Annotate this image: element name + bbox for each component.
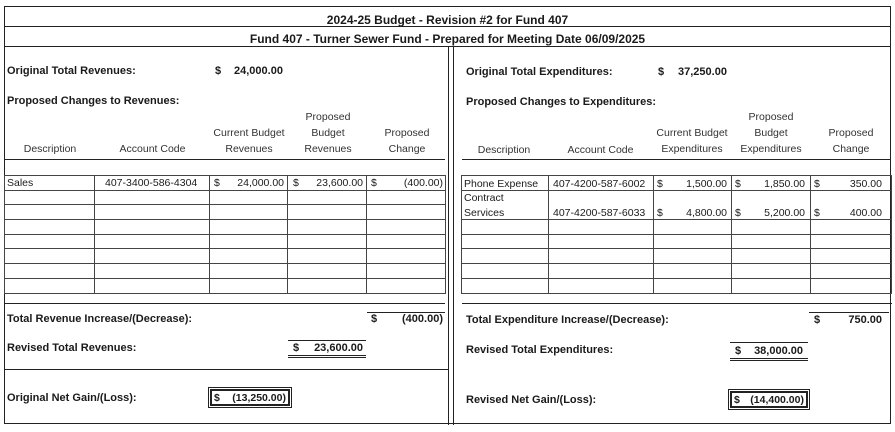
rev-row-1-change-currency: $ <box>371 177 377 189</box>
title-line-1: 2024-25 Budget - Revision #2 for Fund 407 <box>326 13 569 27</box>
exp-row-2-proposed: 5,200.00 <box>764 207 805 219</box>
rev-total-change-label: Total Revenue Increase/(Decrease): <box>7 313 193 325</box>
rev-header-description: Description <box>23 143 77 155</box>
rev-row-1-proposed-currency: $ <box>293 177 299 189</box>
rev-total-change-currency: $ <box>371 313 378 325</box>
rev-row-1-account-code: 407-3400-586-4304 <box>105 177 198 189</box>
exp-row-2-description-2: Services <box>464 207 505 219</box>
rev-revised-double-underline <box>288 355 366 358</box>
rev-row-1-current-currency: $ <box>214 177 220 189</box>
budget-revision-form <box>4 6 891 424</box>
rev-totals-rule <box>5 303 445 304</box>
exp-header-account-code: Account Code <box>567 144 634 156</box>
rev-revised-currency: $ <box>293 342 300 354</box>
title-block <box>5 7 890 47</box>
original-revenues-label: Original Total Revenues: <box>7 65 136 77</box>
rev-row-1-proposed: 23,600.00 <box>316 177 363 189</box>
rev-revised-amount: 23,600.00 <box>314 342 363 354</box>
center-divider-right <box>453 47 454 425</box>
exp-header-change-1: Proposed <box>828 127 874 139</box>
original-revenues-amount: 24,000.00 <box>234 65 283 77</box>
original-expenditures-currency: $ <box>658 66 665 78</box>
rev-header-change-2: Change <box>388 143 426 155</box>
exp-totals-rule <box>462 303 892 304</box>
original-net-currency: $ <box>214 392 220 404</box>
rev-row-1-current: 24,000.00 <box>237 177 284 189</box>
exp-revised-currency: $ <box>735 345 742 357</box>
exp-header-proposed-2: Budget <box>754 127 788 139</box>
expenditure-grid <box>461 175 892 294</box>
exp-row-2-account-code: 407-4200-587-6033 <box>553 207 646 219</box>
exp-row-2-description-1: Contract <box>464 192 504 204</box>
exp-revised-overline <box>730 342 808 343</box>
rev-header-change-1: Proposed <box>384 127 430 139</box>
exp-row-1-proposed: 1,850.00 <box>764 178 805 190</box>
exp-revised-label: Revised Total Expenditures: <box>466 344 614 356</box>
exp-row-1-current-currency: $ <box>657 178 663 190</box>
rev-row-1-description: Sales <box>7 177 34 189</box>
exp-header-proposed-3: Expenditures <box>740 143 802 155</box>
rev-header-proposed-1: Proposed <box>305 111 351 123</box>
proposed-expenditures-label: Proposed Changes to Expenditures: <box>466 96 657 108</box>
rev-header-account-code: Account Code <box>119 143 186 155</box>
exp-row-2-change: 400.00 <box>849 207 882 219</box>
exp-revised-double-underline <box>730 358 808 361</box>
exp-row-1-current: 1,500.00 <box>686 178 727 190</box>
center-divider-left <box>448 47 449 425</box>
rev-revised-label: Revised Total Revenues: <box>7 342 137 354</box>
exp-revised-amount: 38,000.00 <box>754 345 803 357</box>
rev-net-rule <box>5 369 448 370</box>
revised-net-label: Revised Net Gain/(Loss): <box>466 394 597 406</box>
title-line-2: Fund 407 - Turner Sewer Fund - Prepared for Meeting Date 06/09/2025 <box>249 32 646 46</box>
revised-net-currency: $ <box>734 394 740 406</box>
rev-header-rule <box>5 159 445 160</box>
exp-total-change-currency: $ <box>814 314 821 326</box>
exp-row-2-change-currency: $ <box>814 207 820 219</box>
exp-row-1-account-code: 407-4200-587-6002 <box>553 178 646 190</box>
rev-header-current-2: Revenues <box>225 143 273 155</box>
rev-revised-overline <box>288 340 366 341</box>
exp-header-current-1: Current Budget <box>656 127 728 139</box>
exp-header-proposed-1: Proposed <box>748 111 794 123</box>
title-divider <box>5 26 890 27</box>
rev-header-proposed-3: Revenues <box>304 143 352 155</box>
rev-total-change-amount: (400.00) <box>402 313 443 325</box>
exp-row-1-description: Phone Expense <box>464 178 539 190</box>
exp-header-description: Description <box>477 144 531 156</box>
rev-header-current-1: Current Budget <box>213 127 285 139</box>
revised-net-amount: (14,400.00) <box>750 394 804 406</box>
exp-total-change-overline <box>809 312 889 313</box>
exp-row-2-current-currency: $ <box>657 207 663 219</box>
revenue-grid <box>4 175 446 294</box>
exp-header-current-2: Expenditures <box>661 143 723 155</box>
exp-row-2-current: 4,800.00 <box>686 207 727 219</box>
exp-total-change-label: Total Expenditure Increase/(Decrease): <box>466 314 669 326</box>
exp-total-change-amount: 750.00 <box>848 314 882 326</box>
exp-row-2-proposed-currency: $ <box>735 207 741 219</box>
original-expenditures-label: Original Total Expenditures: <box>466 66 613 78</box>
proposed-revenues-label: Proposed Changes to Revenues: <box>7 95 180 107</box>
original-net-amount: (13,250.00) <box>232 392 286 404</box>
original-net-label: Original Net Gain/(Loss): <box>7 392 137 404</box>
original-revenues-currency: $ <box>215 65 222 77</box>
exp-row-1-change: 350.00 <box>849 178 882 190</box>
original-expenditures-amount: 37,250.00 <box>678 66 727 78</box>
exp-row-1-proposed-currency: $ <box>735 178 741 190</box>
exp-header-change-2: Change <box>832 143 870 155</box>
exp-header-rule <box>462 159 890 160</box>
exp-row-1-change-currency: $ <box>814 178 820 190</box>
rev-row-1-change: (400.00) <box>403 177 443 189</box>
rev-header-proposed-2: Budget <box>311 127 345 139</box>
